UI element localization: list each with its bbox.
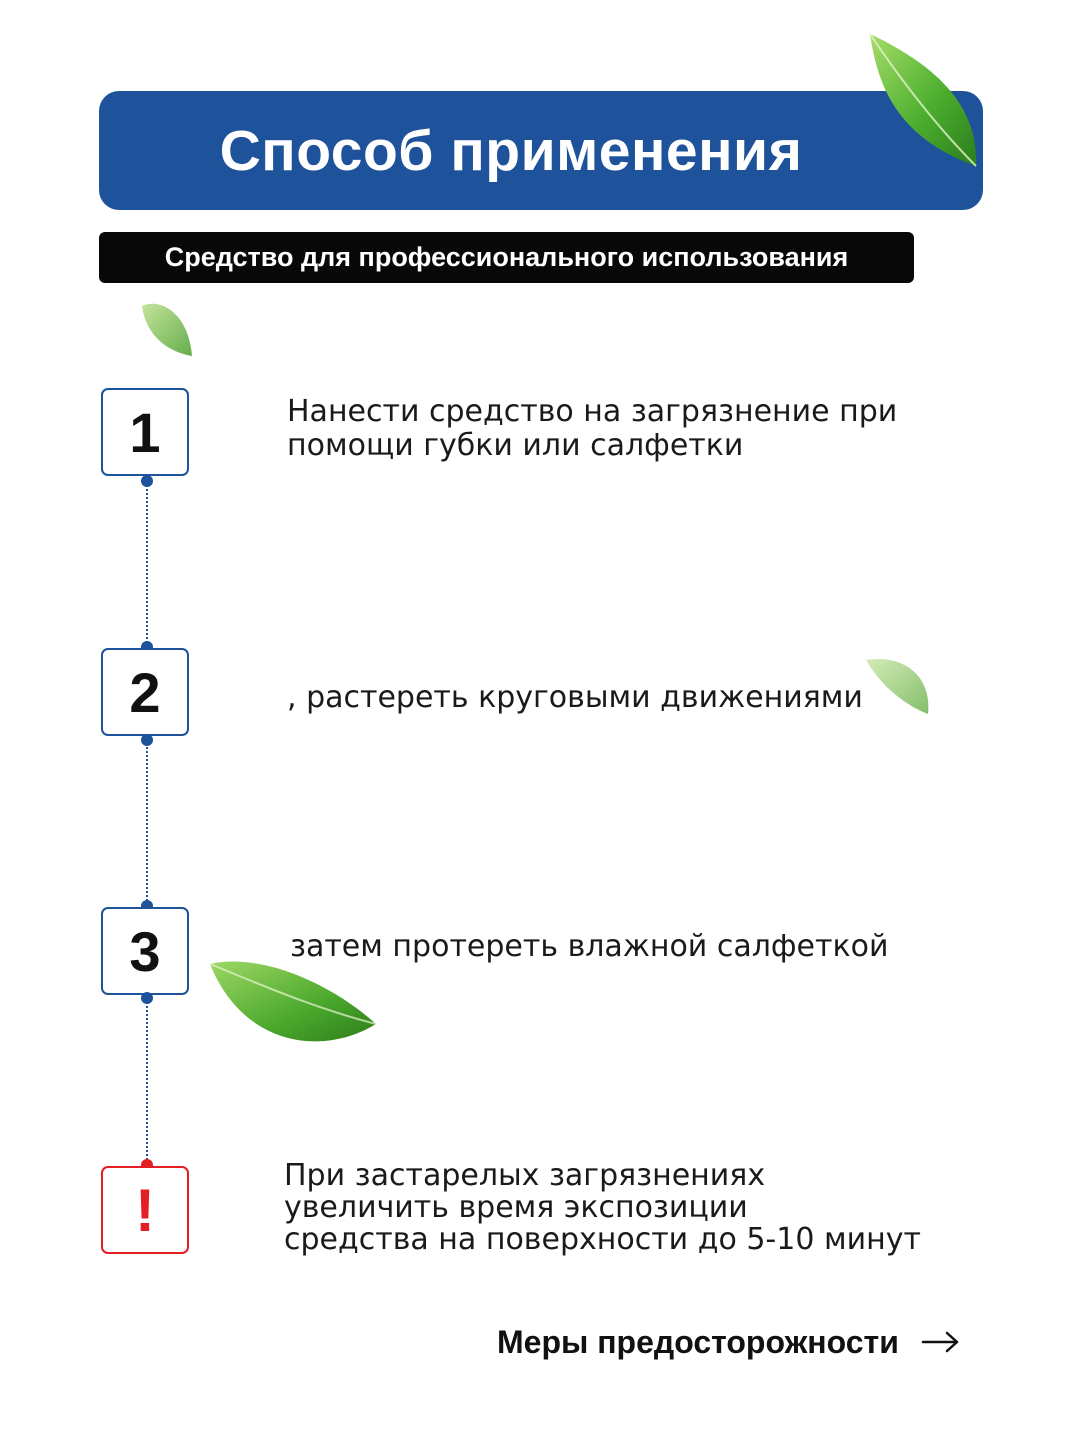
step-marker-1 <box>101 388 189 476</box>
subtitle: Средство для профессионального использования <box>164 242 849 272</box>
step-marker-3 <box>101 907 189 995</box>
step-text-2: , растереть круговыми движениями <box>287 680 863 715</box>
step-number: 1 <box>129 400 161 464</box>
precautions-link[interactable] <box>497 1318 961 1366</box>
leaf-icon <box>204 956 380 1052</box>
leaf-icon <box>858 28 988 178</box>
arrow-right-icon <box>921 1330 961 1354</box>
timeline-connector <box>146 482 148 646</box>
step-marker-2 <box>101 648 189 736</box>
step-text-1: Нанести средство на загрязнение при помощи губки или салфетки <box>287 394 898 463</box>
subtitle-banner <box>99 232 914 283</box>
timeline-dot <box>141 992 153 1004</box>
step-text-3: затем протереть влажной салфеткой <box>290 929 889 964</box>
warning-marker <box>101 1166 189 1254</box>
timeline-dot <box>141 475 153 487</box>
leaf-icon <box>862 654 938 720</box>
step-number: 3 <box>129 919 161 983</box>
page-title: Способ применения <box>219 118 803 183</box>
leaf-icon <box>138 296 200 374</box>
timeline-connector <box>146 998 148 1164</box>
title-banner <box>99 91 983 210</box>
precautions-link-label: Меры предосторожности <box>497 1323 899 1360</box>
timeline-connector <box>146 740 148 905</box>
warning-text: При застарелых загрязнениях увеличить время экспозиции средства на поверхности до 5-10 минут <box>284 1158 921 1257</box>
step-number: 2 <box>129 660 161 724</box>
timeline-dot <box>141 734 153 746</box>
warning-icon: ! <box>135 1176 155 1244</box>
